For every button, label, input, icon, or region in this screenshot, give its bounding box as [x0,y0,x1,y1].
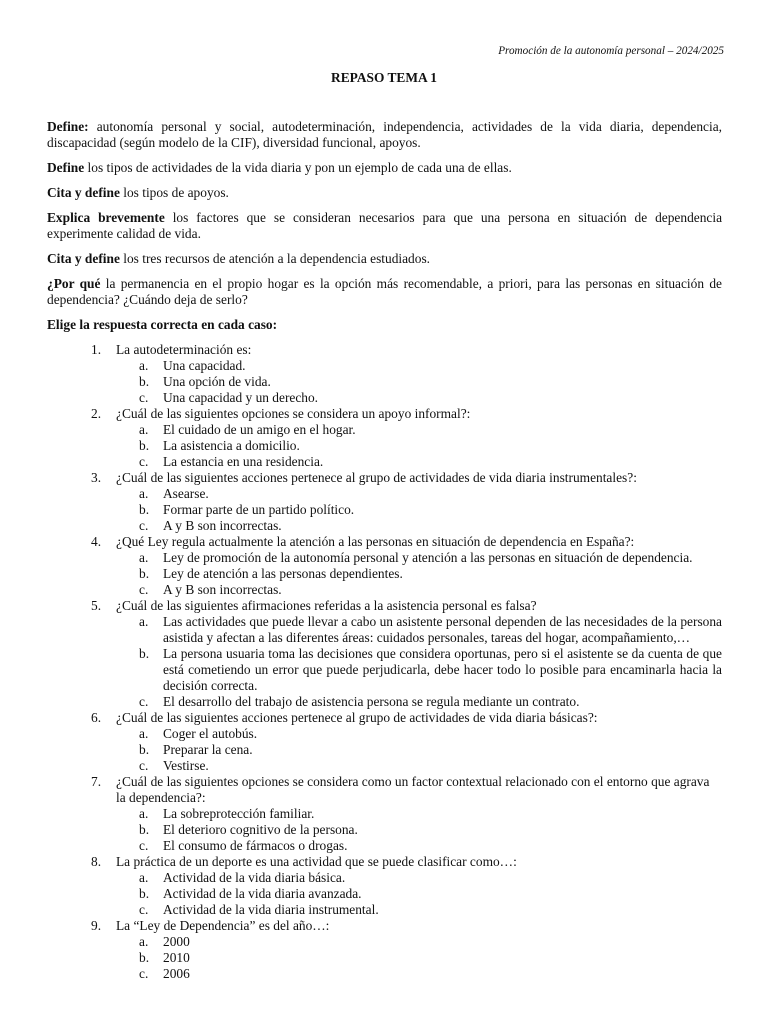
question-item [47,534,722,598]
question-number: 5. [91,598,102,613]
option-text: Ley de promoción de la autonomía personal y atención a las personas en situación de dependencia. [163,550,693,565]
question-text: ¿Cuál de las siguientes opciones se considera como un factor contextual relacionado con el entorno que agrava la dependencia?: [116,774,710,805]
option-letter: b. [139,374,150,389]
option-item [116,454,722,470]
option-item [116,966,722,982]
option-item [116,614,722,646]
option-list [116,614,722,710]
option-text: Las actividades que puede llevar a cabo un asistente personal dependen de las necesidades de la persona asistida y afectan a las diferentes áreas: cuidados personales, tareas del hogar, acompañamiento,… [163,614,722,645]
paragraph-lead: Define [47,160,85,175]
option-text: La persona usuaria toma las decisiones que considera oportunas, pero si el asistente se da cuenta de que está cometiendo un error que puede perjudicarla, debe hacer todo lo posible para encaminarla hacia la decisión correcta. [163,646,722,693]
paragraph-lead: Define: [47,119,89,134]
page-title: REPASO TEMA 1 [331,70,437,85]
option-item [116,358,722,374]
question-number: 9. [91,918,102,933]
option-item [116,422,722,438]
question-list [47,342,722,982]
option-item [116,742,722,758]
instruction-paragraph [47,210,722,242]
paragraph-lead: Explica brevemente [47,210,165,225]
option-letter: c. [139,838,149,853]
option-letter: a. [139,550,149,565]
option-item [116,822,722,838]
option-text: La sobreprotección familiar. [163,806,315,821]
option-text: Ley de atención a las personas dependientes. [163,566,403,581]
option-list [116,870,722,918]
option-text: Asearse. [163,486,209,501]
option-letter: c. [139,518,149,533]
option-letter: b. [139,502,150,517]
option-item [116,390,722,406]
option-text: Actividad de la vida diaria instrumental. [163,902,379,917]
question-item [47,918,722,982]
option-letter: c. [139,694,149,709]
option-letter: c. [139,582,149,597]
option-text: A y B son incorrectas. [163,582,282,597]
option-text: Una opción de vida. [163,374,271,389]
option-text: Una capacidad y un derecho. [163,390,319,405]
paragraph-text: los factores que se consideran necesarios para que una persona en situación de dependencia experimente calidad de vida. [47,210,723,241]
question-item [47,406,722,470]
option-letter: b. [139,886,150,901]
option-text: La estancia en una residencia. [163,454,324,469]
question-text: ¿Cuál de las siguientes acciones pertenece al grupo de actividades de vida diaria instrumentales?: [116,470,637,485]
question-item [47,598,722,710]
question-number: 2. [91,406,102,421]
option-item [116,870,722,886]
option-text: Actividad de la vida diaria avanzada. [163,886,362,901]
option-item [116,934,722,950]
option-item [116,694,722,710]
question-number: 6. [91,710,102,725]
option-item [116,886,722,902]
option-item [116,374,722,390]
question-number: 3. [91,470,102,485]
page-header: Promoción de la autonomía personal – 2024/2025 [498,45,724,57]
option-text: Coger el autobús. [163,726,258,741]
paragraph-lead: ¿Por qué [47,276,101,291]
option-list [116,422,722,470]
question-item [47,774,722,854]
option-list [116,934,722,982]
question-text: La práctica de un deporte es una actividad que se puede clasificar como…: [116,854,517,869]
paragraph-text: la permanencia en el propio hogar es la opción más recomendable, a priori, para las personas en situación de dependencia? ¿Cuándo deja de serlo? [47,276,722,307]
instruction-paragraph [47,119,722,151]
option-letter: a. [139,614,149,629]
option-item [116,726,722,742]
option-item [116,758,722,774]
option-item [116,950,722,966]
option-letter: b. [139,438,150,453]
option-letter: c. [139,902,149,917]
option-item [116,550,722,566]
option-item [116,438,722,454]
instruction-paragraph [47,185,722,201]
question-text: ¿Cuál de las siguientes acciones pertenece al grupo de actividades de vida diaria básicas?: [116,710,598,725]
option-text: Actividad de la vida diaria básica. [163,870,346,885]
question-number: 1. [91,342,102,357]
question-text: ¿Cuál de las siguientes opciones se considera un apoyo informal?: [116,406,471,421]
option-text: La asistencia a domicilio. [163,438,300,453]
option-letter: b. [139,742,150,757]
option-text: El cuidado de un amigo en el hogar. [163,422,356,437]
option-item [116,582,722,598]
option-letter: a. [139,806,149,821]
question-item [47,470,722,534]
paragraph-text: los tipos de apoyos. [119,185,229,200]
option-letter: c. [139,454,149,469]
option-letter: c. [139,966,149,981]
option-item [116,902,722,918]
document-body [47,119,722,982]
paragraph-text: los tipos de actividades de la vida diaria y pon un ejemplo de cada una de ellas. [84,160,512,175]
option-text: Una capacidad. [163,358,246,373]
option-letter: a. [139,934,149,949]
question-item [47,854,722,918]
option-letter: b. [139,566,150,581]
option-letter: b. [139,950,150,965]
question-text: ¿Qué Ley regula actualmente la atención a las personas en situación de dependencia en España?: [116,534,635,549]
option-letter: b. [139,646,150,661]
instruction-paragraph [47,251,722,267]
paragraph-lead: Cita y define [47,251,120,266]
option-letter: a. [139,422,149,437]
option-list [116,726,722,774]
option-letter: a. [139,870,149,885]
option-text: Preparar la cena. [163,742,253,757]
option-item [116,518,722,534]
option-text: Formar parte de un partido político. [163,502,355,517]
paragraph-text: los tres recursos de atención a la dependencia estudiados. [119,251,431,266]
questions-heading: Elige la respuesta correcta en cada caso: [47,317,278,332]
option-list [116,486,722,534]
instruction-paragraphs [47,119,722,308]
paragraph-text: autonomía personal y social, autodeterminación, independencia, actividades de la vida diaria, dependencia, discapacidad (según modelo de la CIF), diversidad funcional, apoyos. [47,119,722,150]
option-text: 2000 [163,934,190,949]
option-letter: c. [139,758,149,773]
option-letter: a. [139,726,149,741]
option-item [116,486,722,502]
question-number: 4. [91,534,102,549]
option-text: El consumo de fármacos o drogas. [163,838,348,853]
question-item [47,710,722,774]
option-item [116,502,722,518]
option-letter: c. [139,390,149,405]
option-text: El desarrollo del trabajo de asistencia persona se regula mediante un contrato. [163,694,580,709]
option-letter: a. [139,358,149,373]
question-text: La autodeterminación es: [116,342,252,357]
option-letter: b. [139,822,150,837]
option-list [116,550,722,598]
option-item [116,646,722,694]
option-list [116,806,722,854]
option-text: 2006 [163,966,190,981]
paragraph-lead: Cita y define [47,185,120,200]
option-letter: a. [139,486,149,501]
option-list [116,358,722,406]
question-number: 8. [91,854,102,869]
question-item [47,342,722,406]
question-text: La “Ley de Dependencia” es del año…: [116,918,330,933]
option-text: 2010 [163,950,190,965]
option-item [116,806,722,822]
question-text: ¿Cuál de las siguientes afirmaciones referidas a la asistencia personal es falsa? [116,598,537,613]
question-number: 7. [91,774,102,789]
option-text: Vestirse. [163,758,209,773]
instruction-paragraph [47,160,722,176]
instruction-paragraph [47,276,722,308]
option-text: A y B son incorrectas. [163,518,282,533]
option-text: El deterioro cognitivo de la persona. [163,822,358,837]
option-item [116,838,722,854]
option-item [116,566,722,582]
